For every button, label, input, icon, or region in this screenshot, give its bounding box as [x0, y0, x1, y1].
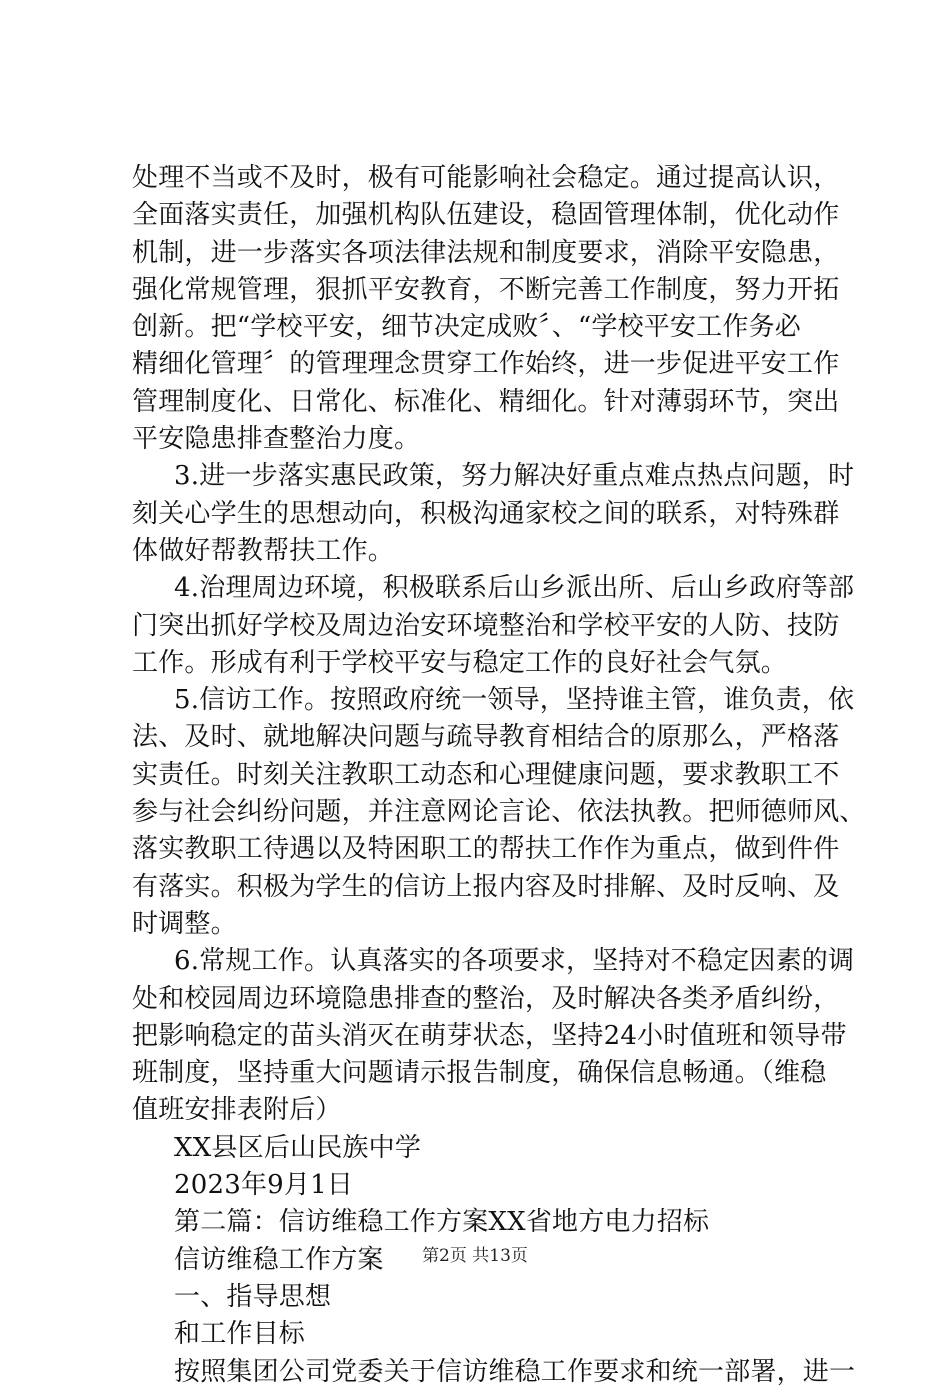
paragraph-item-6: 6.常规工作。认真落实的各项要求，坚持对不稳定因素的调 [174, 946, 855, 977]
paragraph-item-5: 5.信访工作。按照政府统一领导，坚持谁主管，谁负责，依 [174, 685, 855, 716]
paragraph-item-4: 4.治理周边环境，积极联系后山乡派出所、后山乡政府等部 [174, 573, 855, 604]
text-line: 有落实。积极为学生的信访上报内容及时排解、及时反响、及 [132, 871, 840, 902]
text-line: 处和校园周边环境隐患排查的整治，及时解决各类矛盾纠纷， [132, 983, 840, 1014]
school-signature: XX县区后山民族中学 [174, 1132, 422, 1163]
paragraph-item-3: 3.进一步落实惠民政策，努力解决好重点难点热点问题，时 [174, 461, 855, 492]
text-line: 法、及时、就地解决问题与疏导教育相结合的原那么，严格落 [132, 722, 840, 753]
section-subtitle: 信访维稳工作方案 [174, 1244, 384, 1275]
text-line: 平安隐患排查整治力度。 [132, 424, 421, 455]
text-line: 门突出抓好学校及周边治安环境整治和学校平安的人防、技防 [132, 610, 840, 641]
text-line: 工作。形成有利于学校平安与稳定工作的良好社会气氛。 [132, 647, 788, 678]
heading-work-goals: 和工作目标 [174, 1319, 306, 1350]
text-line: 把影响稳定的苗头消灭在萌芽状态，坚持24小时值班和领导带 [132, 1020, 847, 1051]
text-line: 刻关心学生的思想动向，积极沟通家校之间的联系，对特殊群 [132, 498, 840, 529]
text-line: 强化常规管理，狠抓平安教育，不断完善工作制度，努力开拓 [132, 274, 840, 305]
text-line: 精细化管理〞的管理理念贯穿工作始终，进一步促进平安工作 [132, 349, 840, 380]
text-line: 体做好帮教帮扶工作。 [132, 535, 395, 566]
text-line: 处理不当或不及时，极有可能影响社会稳定。通过提高认识， [132, 163, 840, 193]
text-line: 机制，进一步落实各项法律法规和制度要求，消除平安隐患， [132, 237, 840, 268]
section-heading: 第二篇：信访维稳工作方案XX省地方电力招标 [174, 1207, 710, 1238]
heading-guiding-thought: 一、指导思想 [174, 1281, 332, 1312]
text-line: 落实教职工待遇以及特困职工的帮扶工作作为重点，做到件件 [132, 834, 840, 865]
document-body [132, 160, 866, 1391]
text-line: 按照集团公司党委关于信访维稳工作要求和统一部署，进一 [174, 1356, 856, 1387]
text-line: 全面落实责任，加强机构队伍建设，稳固管理体制，优化动作 [132, 200, 840, 231]
text-line: 实责任。时刻关注教职工动态和心理健康问题，要求教职工不 [132, 759, 840, 790]
text-line: 管理制度化、日常化、标准化、精细化。针对薄弱环节，突出 [132, 386, 840, 417]
signature-date: 2023年9月1日 [174, 1170, 354, 1201]
text-line: 值班安排表附后） [132, 1095, 342, 1126]
text-line: 参与社会纠纷问题，并注意网论言论、依法执教。把师德师风、 [132, 797, 866, 828]
text-line: 时调整。 [132, 908, 237, 939]
text-line: 创新。把“学校平安，细节决定成败〞、“学校平安工作务必 [132, 312, 801, 343]
text-line: 班制度，坚持重大问题请示报告制度，确保信息畅通。（维稳 [132, 1058, 827, 1089]
page-number: 第2页 共13页 [422, 1246, 528, 1266]
